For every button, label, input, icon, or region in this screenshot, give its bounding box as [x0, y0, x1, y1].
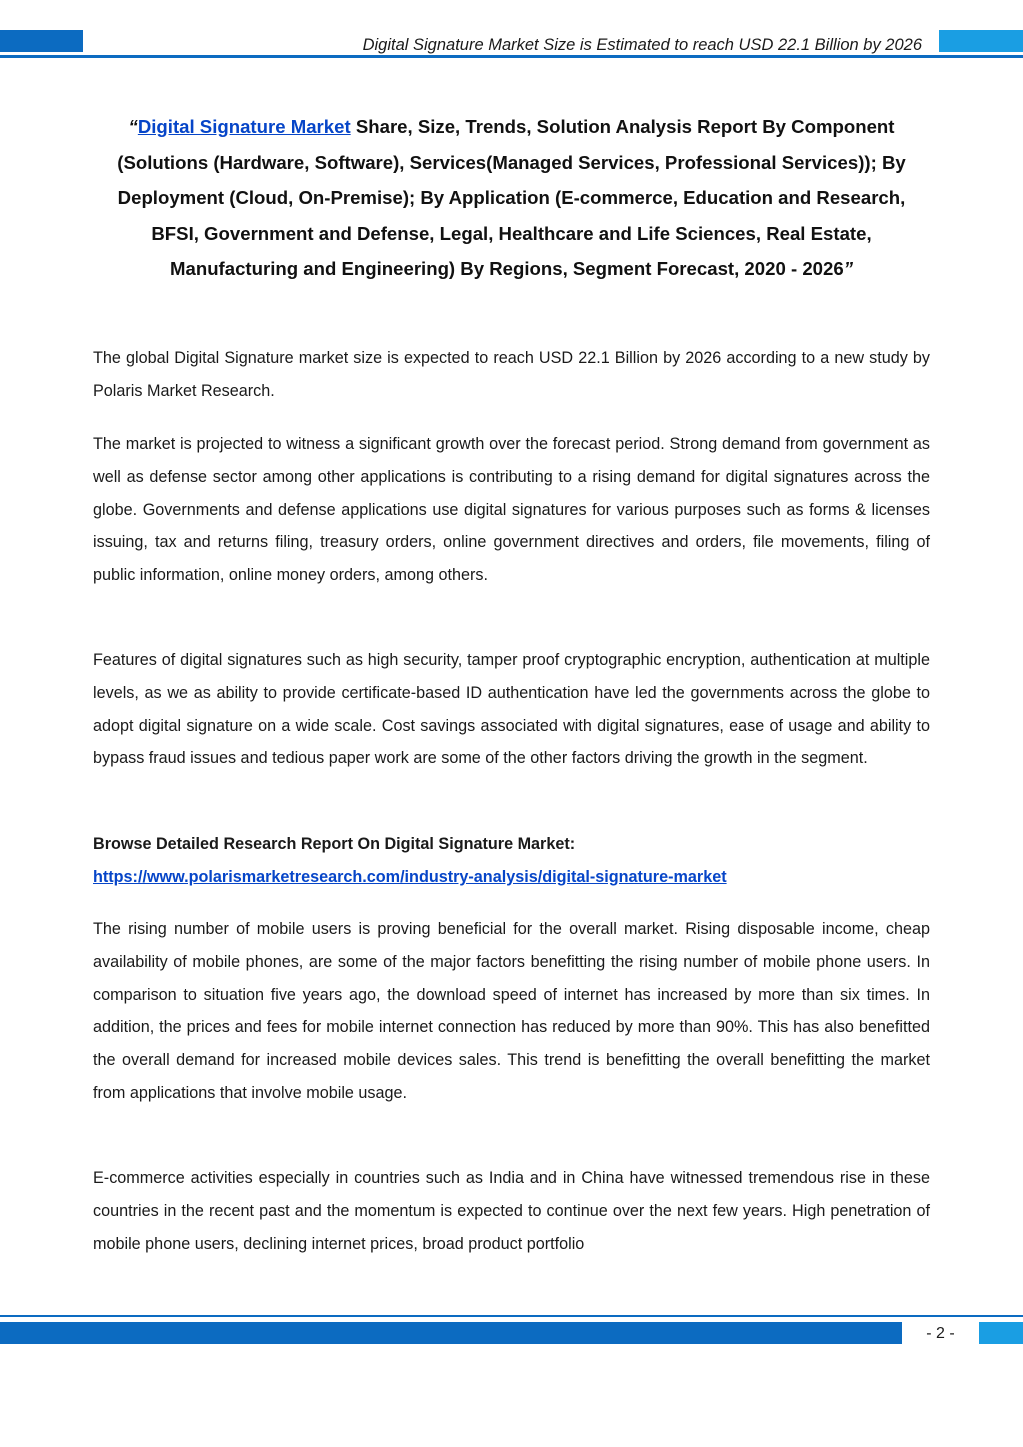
title-text: Share, Size, Trends, Solution Analysis Report By Component (Solutions (Hardware, Software), Services(Managed Services, Professional Services)); By Deployment (Cloud, On-Premise); By Application (E-commerce, Education and Research, BFSI, Government and Defense, Legal, Healthcare and Life Sciences, Real Estate, Manufacturing and Engineering) By Regions, Segment Forecast, 2020 - 2026	[117, 116, 906, 280]
paragraph-mobile-users: The rising number of mobile users is proving beneficial for the overall market. Rising disposable income, cheap availability of mobile phones, are some of the major factors benefitting the rising number of mobile phone users. In comparison to situation five years ago, the download speed of internet has increased by more than six times. In addition, the prices and fees for mobile internet connection has reduced by more than 90%. This has also benefitted the overall demand for increased mobile devices sales. This trend is benefitting the overall benefitting the market from applications that involve mobile usage.	[93, 920, 930, 1102]
paragraph-features: Features of digital signatures such as high security, tamper proof cryptographic encryption, authentication at multiple levels, as we as ability to provide certificate-based ID authentication have led the governments across the globe to adopt digital signature on a wide scale. Cost savings associated with digital signatures, ease of usage and ability to bypass fraud issues and tedious paper work are some of the other factors driving the growth in the segment.	[93, 651, 930, 768]
footer-accent-bar	[0, 1322, 902, 1344]
paragraph-intro: The global Digital Signature market size is expected to reach USD 22.1 Billion by 2026 according to a new study by Polaris Market Research.	[93, 349, 930, 400]
report-url-link[interactable]: https://www.polarismarketresearch.com/industry-analysis/digital-signature-market	[93, 867, 727, 886]
header-rule	[0, 55, 1023, 58]
browse-report-section	[93, 828, 930, 894]
title-close-quote: ”	[843, 258, 853, 280]
browse-report-label: Browse Detailed Research Report On Digital Signature Market:	[93, 835, 576, 853]
footer-rule	[0, 1315, 1023, 1317]
document-title	[110, 109, 913, 287]
paragraph-government-demand: The market is projected to witness a significant growth over the forecast period. Strong demand from government as well as defense sector among other applications is contributing to a rising demand for digital signatures across the globe. Governments and defense applications use digital signatures for various purposes such as forms & licenses issuing, tax and returns filing, treasury orders, online government directives and orders, file movements, filing of public information, online money orders, among others.	[93, 435, 930, 585]
title-market-link[interactable]: Digital Signature Market	[137, 116, 351, 137]
page-header-title: Digital Signature Market Size is Estimated to reach USD 22.1 Billion by 2026	[362, 36, 922, 54]
header-accent-left	[0, 30, 83, 52]
title-open-quote: “	[128, 116, 138, 137]
header-accent-right	[939, 30, 1023, 52]
footer-accent-right	[979, 1322, 1023, 1344]
page-number: - 2 -	[926, 1325, 955, 1342]
paragraph-ecommerce: E-commerce activities especially in countries such as India and in China have witnessed tremendous rise in these countries in the recent past and the momentum is expected to continue over the next few years. High penetration of mobile phone users, declining internet prices, broad product portfolio	[93, 1169, 930, 1253]
